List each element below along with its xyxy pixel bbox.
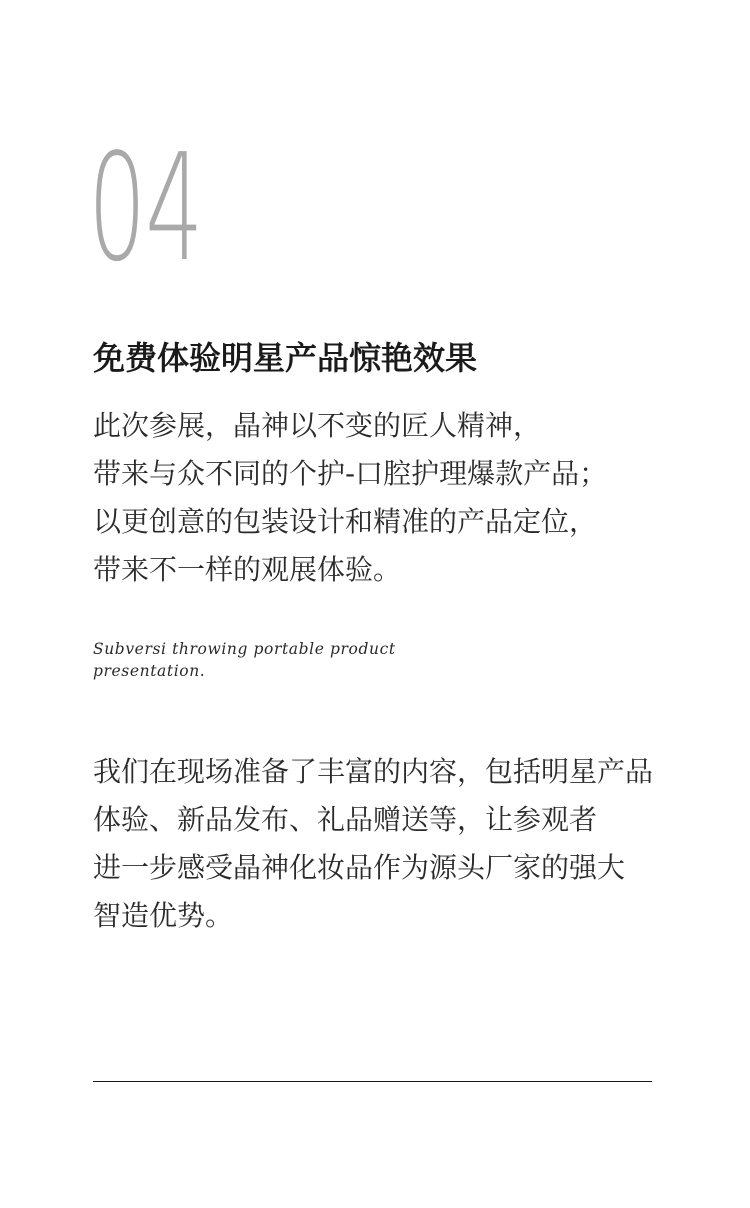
intro-paragraph	[93, 402, 607, 594]
details-line: 体验、新品发布、礼品赠送等，让参观者	[93, 803, 598, 836]
section-heading: 免费体验明星产品惊艳效果	[93, 339, 478, 377]
english-caption	[93, 638, 396, 682]
intro-line: 此次参展，晶神以不变的匠人精神，	[93, 409, 542, 442]
intro-line: 带来不一样的观展体验。	[93, 553, 402, 586]
english-caption-line: Subversi throwing portable product	[93, 640, 396, 658]
english-caption-line: presentation.	[93, 662, 206, 680]
details-line: 我们在现场准备了丰富的内容，包括明星产品	[93, 755, 654, 788]
intro-line: 带来与众不同的个护-口腔护理爆款产品；	[93, 457, 608, 490]
details-paragraph	[93, 748, 653, 940]
bottom-divider	[93, 1081, 652, 1082]
details-line: 智造优势。	[93, 899, 234, 932]
section-number: 04	[88, 122, 203, 294]
intro-line: 以更创意的包装设计和精准的产品定位，	[93, 505, 598, 538]
details-line: 进一步感受晶神化妆品作为源头厂家的强大	[93, 851, 626, 884]
